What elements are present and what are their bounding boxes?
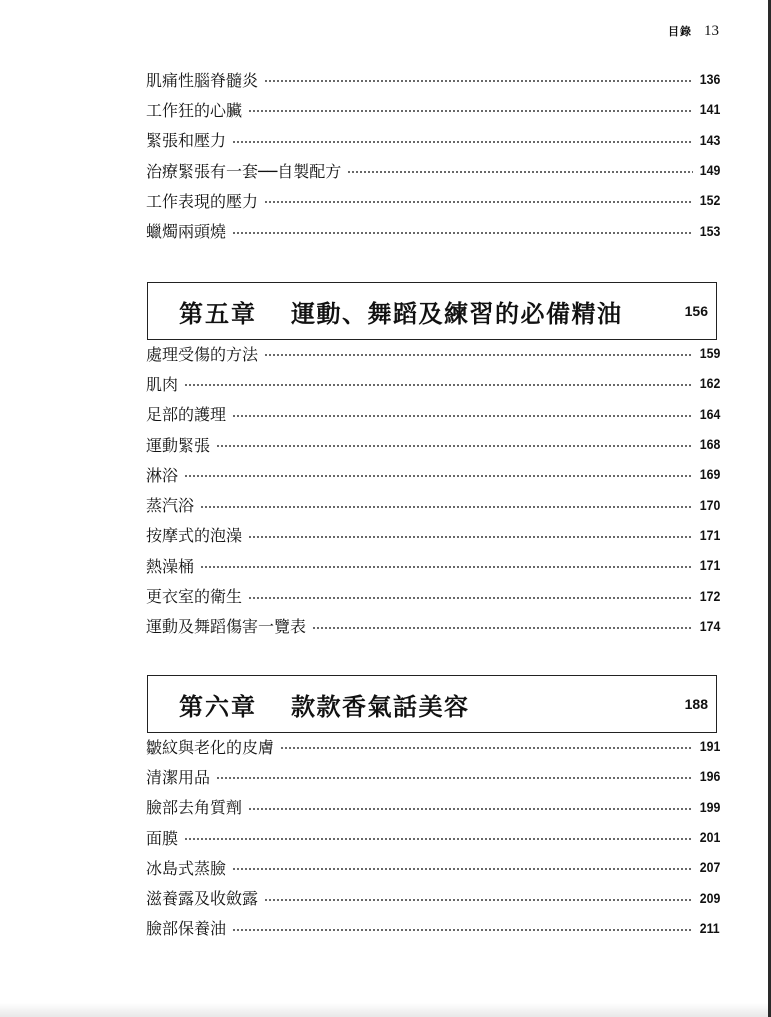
toc-entry-label: 熱澡桶 [146, 556, 195, 576]
toc-entry-label: 更衣室的衛生 [146, 587, 243, 607]
toc-entry[interactable] [146, 852, 720, 882]
toc-entry-label: 滋養露及收斂露 [146, 889, 259, 909]
toc-entry-page: 201 [699, 829, 720, 846]
toc-entry-label: 緊張和壓力 [146, 131, 227, 151]
toc-chapter-5 [146, 338, 720, 641]
dot-leader [232, 868, 693, 870]
dot-leader [184, 475, 693, 477]
dot-leader [312, 627, 693, 629]
toc-entry-label: 清潔用品 [146, 767, 211, 787]
toc-entry-label: 運動及舞蹈傷害一覽表 [146, 617, 307, 637]
toc-entry-page: 170 [699, 496, 720, 513]
dot-leader [248, 808, 693, 810]
toc-entry-page: 172 [699, 587, 720, 604]
running-head-page-number: 13 [704, 23, 719, 39]
chapter-5-heading[interactable] [147, 282, 717, 340]
toc-entry[interactable] [146, 185, 720, 215]
running-head [600, 23, 719, 41]
toc-entry-label: 處理受傷的方法 [146, 344, 259, 364]
toc-entry[interactable] [146, 520, 720, 550]
toc-entry[interactable] [146, 580, 720, 610]
dot-leader [264, 354, 693, 356]
toc-entry-label: 淋浴 [146, 465, 179, 485]
toc-entry[interactable] [146, 155, 720, 185]
dot-leader [232, 415, 693, 417]
dot-leader [280, 747, 693, 749]
toc-entry-page: 174 [699, 617, 720, 634]
toc-entry-page: 199 [699, 798, 720, 815]
toc-entry[interactable] [146, 822, 720, 852]
toc-entry-page: 149 [699, 162, 720, 179]
dot-leader [264, 80, 693, 82]
toc-entry-label: 面膜 [146, 828, 179, 848]
toc-entry-page: 152 [699, 192, 720, 209]
toc-entry-page: 143 [699, 131, 720, 148]
toc-entry[interactable] [146, 792, 720, 822]
toc-chapter-6 [146, 731, 720, 943]
toc-entry[interactable] [146, 489, 720, 519]
toc-section-a [146, 64, 720, 246]
toc-entry-label: 冰島式蒸臉 [146, 858, 227, 878]
toc-entry-page: 191 [699, 738, 720, 755]
toc-entry-label: 工作表現的壓力 [146, 191, 259, 211]
toc-entry[interactable] [146, 459, 720, 489]
dot-leader [200, 566, 693, 568]
toc-entry-page: 141 [699, 101, 720, 118]
toc-entry-label: 運動緊張 [146, 435, 211, 455]
dot-leader [248, 110, 693, 112]
toc-entry-label: 臉部去角質劑 [146, 798, 243, 818]
toc-entry-label: 肌肉 [146, 374, 179, 394]
dot-leader [184, 838, 693, 840]
toc-entry[interactable] [146, 338, 720, 368]
toc-entry[interactable] [146, 125, 720, 155]
toc-entry-page: 159 [699, 345, 720, 362]
toc-entry-label: 足部的護理 [146, 405, 227, 425]
toc-entry-label: 皺紋與老化的皮膚 [146, 737, 275, 757]
toc-entry-label: 肌痛性腦脊髓炎 [146, 70, 259, 90]
toc-entry-page: 153 [699, 222, 720, 239]
chapter-6-number: 第六章 [179, 691, 257, 721]
dot-leader [216, 445, 693, 447]
toc-entry[interactable] [146, 368, 720, 398]
running-head-title: 目錄 [668, 25, 692, 38]
toc-entry-page: 211 [700, 919, 720, 936]
toc-entry[interactable] [146, 399, 720, 429]
chapter-6-title: 款款香氣話美容 [291, 691, 470, 721]
dot-leader [347, 171, 692, 173]
chapter-6-heading[interactable] [147, 675, 717, 733]
dot-leader [264, 201, 693, 203]
dot-leader [248, 536, 693, 538]
dot-leader [200, 506, 693, 508]
dot-leader [184, 384, 693, 386]
chapter-5-title: 運動、舞蹈及練習的必備精油 [291, 298, 623, 328]
toc-entry-label: 臉部保養油 [146, 919, 227, 939]
toc-entry-label: 按摩式的泡澡 [146, 526, 243, 546]
dot-leader [216, 777, 693, 779]
toc-entry-page: 162 [699, 375, 720, 392]
toc-entry-page: 207 [699, 859, 720, 876]
toc-entry[interactable] [146, 882, 720, 912]
toc-entry-page: 196 [699, 768, 720, 785]
dot-leader [248, 597, 693, 599]
toc-entry[interactable] [146, 731, 720, 761]
toc-entry[interactable] [146, 64, 720, 94]
toc-entry-page: 209 [699, 889, 720, 906]
scan-bottom-edge [0, 1003, 771, 1017]
toc-entry-label: 蒸汽浴 [146, 496, 195, 516]
toc-entry[interactable] [146, 611, 720, 641]
toc-entry-page: 171 [699, 526, 720, 543]
chapter-6-page: 188 [684, 696, 708, 712]
toc-entry-page: 168 [699, 436, 720, 453]
dot-leader [232, 929, 693, 931]
toc-entry[interactable] [146, 94, 720, 124]
toc-entry[interactable] [146, 913, 720, 943]
dot-leader [232, 232, 693, 234]
toc-entry-page: 171 [699, 557, 720, 574]
toc-entry[interactable] [146, 550, 720, 580]
toc-entry-page: 169 [699, 466, 720, 483]
chapter-5-page: 156 [684, 303, 708, 319]
dot-leader [264, 899, 693, 901]
chapter-5-number: 第五章 [179, 298, 257, 328]
toc-entry-label: 治療緊張有一套──自製配方 [146, 161, 342, 181]
dot-leader [232, 141, 693, 143]
toc-entry-page: 164 [699, 405, 720, 422]
toc-entry-label: 工作狂的心臟 [146, 100, 243, 120]
toc-entry-label: 蠟燭兩頭燒 [146, 222, 227, 242]
toc-entry[interactable] [146, 215, 720, 245]
toc-entry[interactable] [146, 429, 720, 459]
toc-entry-page: 136 [699, 71, 720, 88]
toc-entry[interactable] [146, 761, 720, 791]
